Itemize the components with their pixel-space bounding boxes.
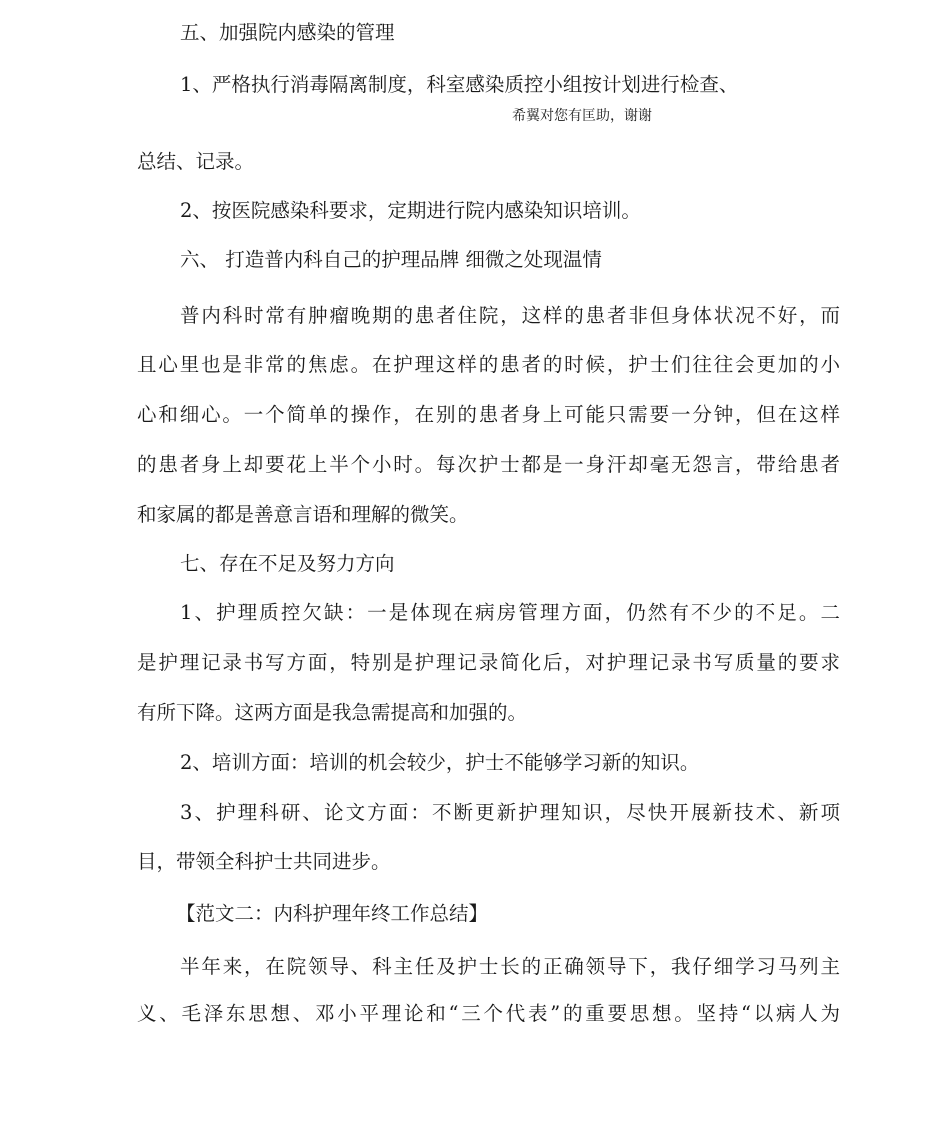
section-6-paragraph-line-5: 和家属的都是善意言语和理解的微笑。 — [137, 503, 469, 526]
section-6-paragraph-line-1: 普内科时常有肿瘤晚期的患者住院，这样的患者非但身体状况不好，而 — [180, 304, 840, 327]
section-6-paragraph-line-4: 的患者身上却要花上半个小时。每次护士都是一身汗却毫无怨言，带给患者 — [137, 453, 840, 476]
sample-2-paragraph-line-2: 义、毛泽东思想、邓小平理论和“三个代表”的重要思想。坚持“以病人为 — [137, 1002, 840, 1025]
section-6-heading: 六、 打造普内科自己的护理品牌 细微之处现温情 — [180, 248, 602, 271]
sample-2-paragraph-line-1: 半年来，在院领导、科主任及护士长的正确领导下，我仔细学习马列主 — [180, 955, 840, 978]
section-7-item-1-line-3: 有所下降。这两方面是我急需提高和加强的。 — [137, 701, 528, 724]
section-5-item-2: 2、按医院感染科要求，定期进行院内感染知识培训。 — [180, 199, 641, 222]
section-6-paragraph-line-2: 且心里也是非常的焦虑。在护理这样的患者的时候，护士们往往会更加的小 — [137, 353, 840, 376]
section-7-heading: 七、存在不足及努力方向 — [180, 552, 395, 575]
sample-2-title: 【范文二：内科护理年终工作总结】 — [176, 902, 489, 925]
section-7-item-2: 2、培训方面：培训的机会较少，护士不能够学习新的知识。 — [180, 751, 700, 774]
section-7-item-1-line-1: 1、护理质控欠缺：一是体现在病房管理方面，仍然有不少的不足。二 — [180, 601, 840, 624]
section-5-item-1-line-1: 1、严格执行消毒隔离制度，科室感染质控小组按计划进行检查、 — [180, 73, 739, 96]
section-5-item-1-line-2: 总结、记录。 — [137, 150, 255, 173]
section-5-heading: 五、加强院内感染的管理 — [180, 21, 395, 44]
section-7-item-3-line-2: 目，带领全科护士共同进步。 — [137, 850, 391, 873]
section-7-item-3-line-1: 3、护理科研、论文方面：不断更新护理知识，尽快开展新技术、新项 — [180, 801, 840, 824]
section-7-item-1-line-2: 是护理记录书写方面，特别是护理记录简化后，对护理记录书写质量的要求 — [137, 651, 840, 674]
watermark-note: 希翼对您有匡助，谢谢 — [512, 108, 652, 124]
section-6-paragraph-line-3: 心和细心。一个简单的操作，在别的患者身上可能只需要一分钟，但在这样 — [137, 403, 840, 426]
